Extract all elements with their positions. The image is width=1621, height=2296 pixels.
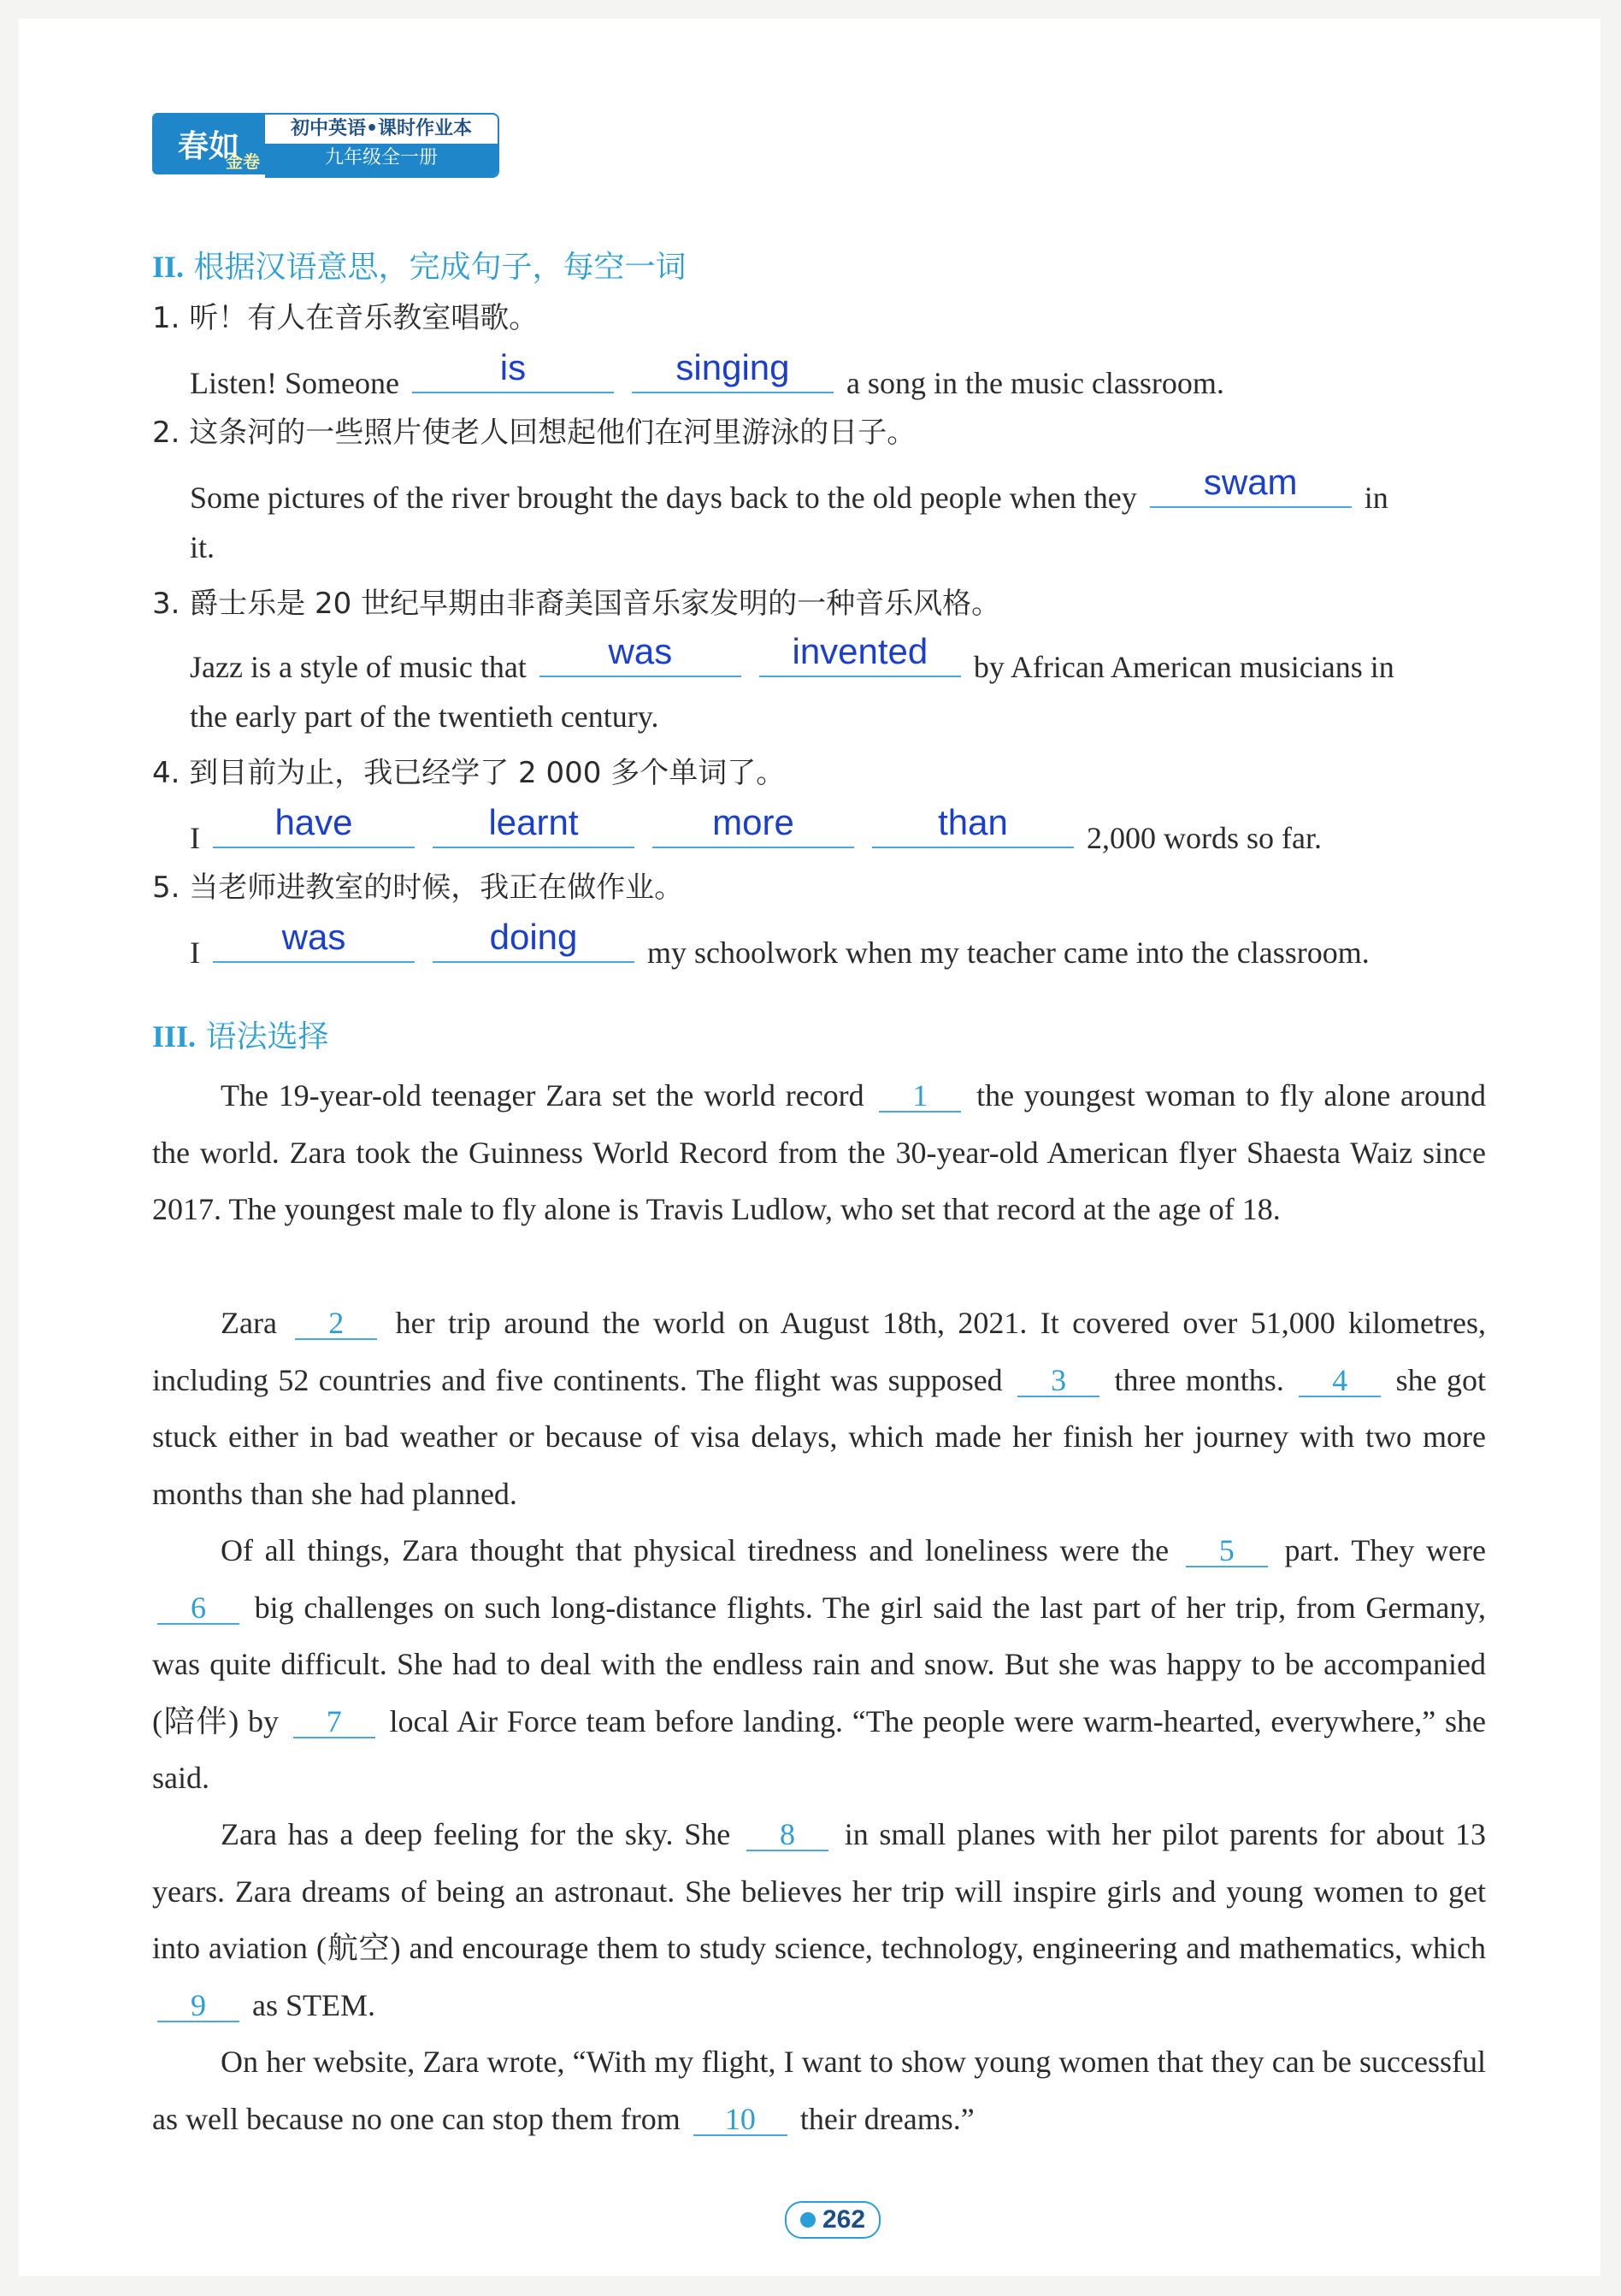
question-blank-10[interactable]: 10	[693, 2104, 787, 2136]
answer-blank[interactable]	[412, 347, 614, 393]
section3-title: 语法选择	[205, 1019, 329, 1054]
page-number: 262	[822, 2205, 866, 2234]
answer-blank[interactable]	[213, 802, 415, 848]
answer-text: have	[274, 802, 353, 842]
question-blank-5[interactable]: 5	[1186, 1535, 1268, 1567]
answer-text: is	[499, 347, 527, 387]
passage-paragraph-4: Zara has a deep feeling for the sky. She 8 in small planes with her pilot parents for about 13 years. Zara dreams of being an astronaut. She believes her trip will inspire girls and young women to get into aviation (航空) and encourage them to study science, technology, engineering and mathematics, which 9 as STEM.	[152, 1817, 1487, 2022]
item1-sentence	[190, 347, 1224, 402]
item1-post: a song in the music classroom.	[846, 366, 1224, 400]
answer-text: doing	[489, 917, 578, 957]
answer-text: was	[608, 631, 673, 671]
section2-roman: II.	[152, 250, 185, 284]
passage-paragraph-3: Of all things, Zara thought that physical tiredness and loneliness were the 5 part. They were 6 big challenges on such long-distance flights. The girl said the last part of her trip, from Germany, was quite difficult. She had to deal with the endless rain and snow. But she was happy to be accompanied (陪伴) by 7 local Air Force team before landing. “The people were warm-hearted, everywhere,” she said.	[152, 1533, 1487, 1795]
item4-post: 2,000 words so far.	[1087, 821, 1322, 855]
section2-title: 根据汉语意思，完成句子，每空一词	[193, 250, 687, 285]
item3-continuation: the early part of the twentieth century.	[190, 699, 659, 734]
answer-blank[interactable]	[213, 917, 415, 963]
logo-text: 春如	[177, 128, 239, 164]
item5-post: my schoolwork when my teacher came into the classroom.	[647, 936, 1370, 970]
answer-blank[interactable]	[539, 631, 741, 677]
item5-pre: I	[190, 936, 200, 970]
item5-sentence	[190, 917, 1370, 971]
answer-text: invented	[792, 631, 928, 671]
answer-blank[interactable]	[872, 802, 1074, 848]
item2-chinese: 2. 这条河的一些照片使老人回想起他们在河里游泳的日子。	[152, 416, 917, 450]
item5-chinese: 5. 当老师进教室的时候，我正在做作业。	[152, 871, 684, 905]
item3-chinese: 3. 爵士乐是 20 世纪早期由非裔美国音乐家发明的一种音乐风格。	[152, 587, 1001, 621]
item3-sentence	[190, 631, 1394, 686]
question-blank-1[interactable]: 1	[879, 1080, 961, 1113]
answer-blank[interactable]	[632, 347, 834, 393]
answer-blank[interactable]	[1150, 462, 1352, 508]
item2-post: in	[1364, 481, 1388, 515]
answer-blank[interactable]	[433, 802, 634, 848]
logo-sub: 金卷	[226, 151, 260, 172]
answer-text: than	[938, 802, 1008, 842]
item2-pre: Some pictures of the river brought the days back to the old people when they	[190, 481, 1137, 515]
answer-text: learnt	[488, 802, 579, 842]
item4-chinese: 4. 到目前为止，我已经学了 2 000 多个单词了。	[152, 756, 786, 790]
section2-heading	[152, 243, 687, 286]
question-blank-9[interactable]: 9	[157, 1990, 239, 2022]
answer-text: was	[281, 917, 346, 957]
question-blank-2[interactable]: 2	[295, 1307, 377, 1340]
question-blank-3[interactable]: 3	[1017, 1365, 1099, 1397]
section3-heading	[152, 1012, 329, 1056]
section3-roman: III.	[152, 1019, 197, 1054]
book-grade: 九年级全一册	[265, 144, 498, 176]
answer-blank[interactable]	[433, 917, 634, 963]
brand-logo	[152, 113, 265, 174]
question-blank-4[interactable]: 4	[1299, 1365, 1381, 1397]
item1-pre: Listen! Someone	[190, 366, 399, 400]
answer-text: swam	[1203, 462, 1298, 502]
question-blank-6[interactable]: 6	[157, 1592, 239, 1625]
page-dot-icon	[800, 2212, 816, 2228]
book-title: 初中英语•课时作业本	[290, 118, 473, 139]
book-title-box	[265, 113, 499, 178]
passage-paragraph-1: The 19-year-old teenager Zara set the world record 1 the youngest woman to fly alone around the world. Zara took the Guinness World Record from the 30-year-old American flyer Shaesta Waiz since 2017. The youngest male to fly alone is Travis Ludlow, who set that record at the age of 18.	[152, 1078, 1487, 1226]
passage-paragraph-2: Zara 2 her trip around the world on August 18th, 2021. It covered over 51,000 kilometres, including 52 countries and five continents. The flight was supposed 3 three months. 4 she got stuck either in bad weather or because of visa delays, which made her finish her journey with two more months than she had planned.	[152, 1306, 1487, 1511]
passage-paragraph-5: On her website, Zara wrote, “With my flight, I want to show young women that they can be successful as well because no one can stop them from 10 their dreams.”	[152, 2045, 1486, 2136]
answer-text: more	[712, 802, 794, 842]
answer-text: singing	[675, 347, 790, 387]
item2-continuation: it.	[190, 530, 215, 564]
page-number-pill	[785, 2201, 881, 2239]
item3-post: by African American musicians in	[973, 650, 1394, 684]
answer-blank[interactable]	[652, 802, 854, 848]
answer-blank[interactable]	[759, 631, 961, 677]
book-badge	[152, 113, 499, 174]
question-blank-8[interactable]: 8	[746, 1819, 828, 1851]
item4-pre: I	[190, 821, 200, 855]
item1-chinese: 1. 听！有人在音乐教室唱歌。	[152, 301, 539, 335]
item3-pre: Jazz is a style of music that	[190, 650, 527, 684]
item4-sentence	[190, 802, 1322, 857]
question-blank-7[interactable]: 7	[293, 1706, 375, 1738]
item2-sentence	[190, 462, 1388, 516]
